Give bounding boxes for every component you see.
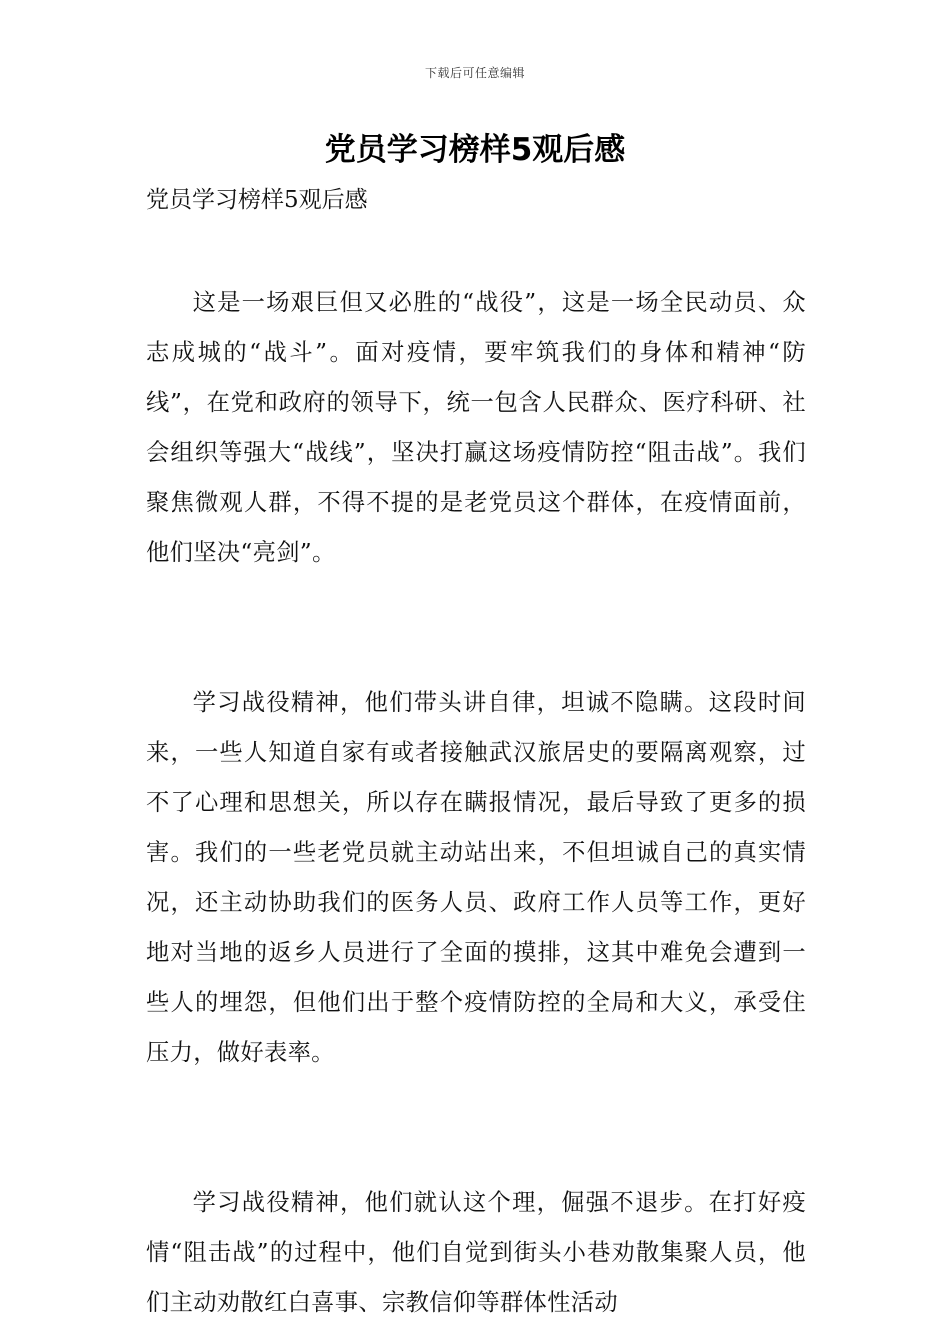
paragraph: 这是一场艰巨但又必胜的“战役”，这是一场全民动员、众志成城的“战斗”。面对疫情，要牢筑我们的身体和精神“防线”，在党和政府的领导下，统一包含人民群众、医疗科研、社会组织等强大“战线”，坚决打赢这场疫情防控“阻击战”。我们聚焦微观人群，不得不提的是老党员这个群体，在疫情面前，他们坚决“亮剑”。 bbox=[146, 289, 806, 566]
page-title: 党员学习榜样5观后感 bbox=[324, 132, 626, 168]
paragraph: 学习战役精神，他们带头讲自律，坦诚不隐瞒。这段时间来，一些人知道自家有或者接触武汉旅居史的要隔离观察，过不了心理和思想关，所以存在瞒报情况，最后导致了更多的损害。我们的一些老党员就主动站出来，不但坦诚自己的真实情况，还主动协助我们的医务人员、政府工作人员等工作，更好地对当地的返乡人员进行了全面的摸排，这其中难免会遭到一些人的埋怨，但他们出于整个疫情防控的全局和大义，承受住压力，做好表率。 bbox=[146, 689, 806, 1066]
page-subtitle: 党员学习榜样5观后感 bbox=[146, 187, 368, 213]
header-note: 下载后可任意编辑 bbox=[424, 66, 525, 80]
paragraph: 学习战役精神，他们就认这个理，倔强不退步。在打好疫情“阻击战”的过程中，他们自觉到街头小巷劝散集聚人员，他们主动劝散红白喜事、宗教信仰等群体性活动 bbox=[146, 1189, 806, 1316]
body-text bbox=[146, 278, 806, 1328]
